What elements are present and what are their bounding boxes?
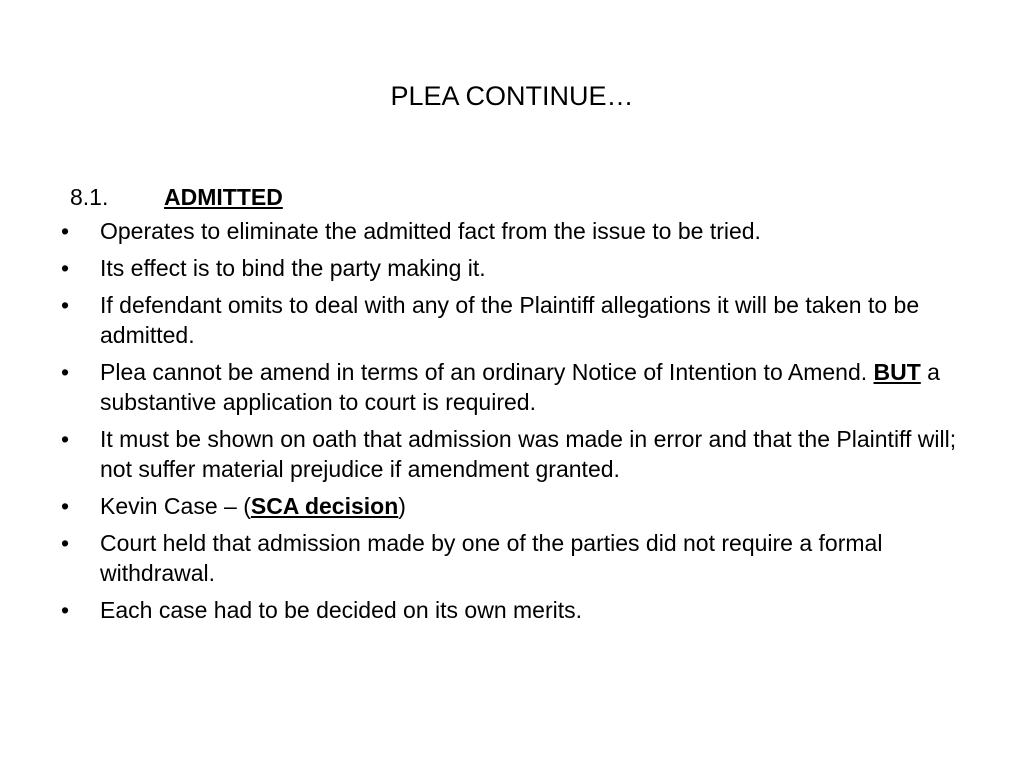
bullet-icon: • bbox=[60, 255, 70, 281]
section-number: 8.1. bbox=[70, 184, 109, 210]
bullet-icon: • bbox=[60, 218, 70, 244]
bullet-item bbox=[58, 216, 978, 246]
bullet-icon: • bbox=[60, 597, 70, 623]
emphasis-sca-decision: SCA decision bbox=[250, 493, 399, 519]
bullet-item bbox=[58, 357, 978, 417]
bullet-text: Operates to eliminate the admitted fact from the issue to be tried. bbox=[100, 218, 761, 244]
bullet-icon: • bbox=[60, 292, 70, 318]
bullet-item bbox=[58, 595, 978, 625]
bullet-item bbox=[58, 424, 978, 484]
bullet-text-pre: Kevin Case – ( bbox=[100, 493, 251, 519]
bullet-icon: • bbox=[60, 426, 70, 452]
slide-content bbox=[58, 180, 978, 632]
section-heading: ADMITTED bbox=[164, 184, 283, 210]
bullet-item bbox=[58, 253, 978, 283]
bullet-item bbox=[58, 528, 978, 588]
bullet-text-pre: Plea cannot be amend in terms of an ordinary Notice of Intention to Amend. bbox=[100, 359, 874, 385]
bullet-list bbox=[58, 216, 978, 625]
bullet-text: It must be shown on oath that admission was made in error and that the Plaintiff will; not suffer material prejudice if amendment granted. bbox=[100, 426, 957, 482]
emphasis-but: BUT bbox=[873, 359, 921, 385]
bullet-text-post: a substantive application to court is required. bbox=[100, 359, 940, 415]
slide-title: PLEA CONTINUE… bbox=[390, 81, 634, 111]
bullet-text: Court held that admission made by one of the parties did not require a formal withdrawal. bbox=[100, 530, 883, 586]
bullet-text: If defendant omits to deal with any of the Plaintiff allegations it will be taken to be admitted. bbox=[100, 292, 920, 348]
bullet-icon: • bbox=[60, 530, 70, 556]
bullet-item bbox=[58, 290, 978, 350]
bullet-text: Each case had to be decided on its own merits. bbox=[100, 597, 583, 623]
bullet-icon: • bbox=[60, 359, 70, 385]
bullet-icon: • bbox=[60, 493, 70, 519]
section-heading-row bbox=[58, 180, 978, 212]
bullet-item bbox=[58, 491, 978, 521]
bullet-text: Its effect is to bind the party making it. bbox=[100, 255, 486, 281]
bullet-text-post: ) bbox=[398, 493, 406, 519]
